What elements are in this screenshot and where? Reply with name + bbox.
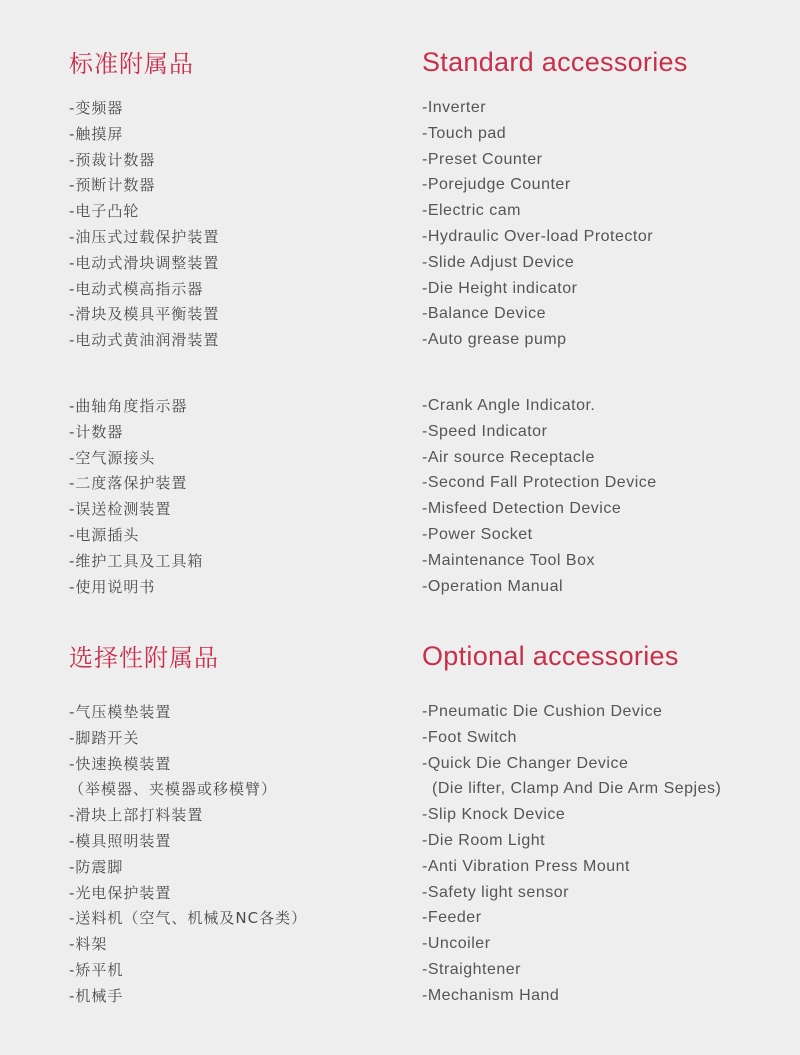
list-item: -快速换模装置 bbox=[69, 754, 172, 773]
list-item: -使用说明书 bbox=[69, 577, 156, 596]
list-item: -Slide Adjust Device bbox=[422, 253, 575, 271]
list-item: -Die Height indicator bbox=[422, 279, 578, 297]
list-item: （举模器、夹模器或移模臂） bbox=[69, 780, 278, 799]
list-item: -Anti Vibration Press Mount bbox=[422, 857, 630, 875]
optional-accessories-title-en: Optional accessories bbox=[422, 641, 679, 671]
list-item: -Hydraulic Over-load Protector bbox=[422, 227, 654, 245]
standard-accessories-title-cn: 标准附属品 bbox=[69, 50, 194, 78]
list-item: -Maintenance Tool Box bbox=[422, 551, 595, 569]
list-item: -Air source Receptacle bbox=[422, 448, 595, 466]
list-item: -预断计数器 bbox=[69, 176, 156, 195]
list-item: -矫平机 bbox=[69, 960, 124, 979]
list-item: -电动式模高指示器 bbox=[69, 279, 204, 298]
list-item: -电子凸轮 bbox=[69, 202, 140, 221]
list-item: -Electric cam bbox=[422, 202, 521, 220]
list-item: -油压式过载保护装置 bbox=[69, 227, 220, 246]
list-item: -光电保护装置 bbox=[69, 883, 172, 902]
list-item: -Preset Counter bbox=[422, 150, 543, 168]
list-item: -Quick Die Changer Device bbox=[422, 754, 629, 772]
list-item: -Uncoiler bbox=[422, 935, 491, 953]
list-item: -空气源接头 bbox=[69, 448, 156, 467]
list-item: -Die Room Light bbox=[422, 831, 546, 849]
list-item: -滑块上部打料装置 bbox=[69, 806, 204, 825]
list-item: -计数器 bbox=[69, 422, 124, 441]
list-item: -曲轴角度指示器 bbox=[69, 397, 188, 415]
list-item: -电动式滑块调整装置 bbox=[69, 253, 220, 272]
optional-accessories-list-en bbox=[422, 699, 721, 1009]
list-item: -送料机（空气、机械及NC各类） bbox=[69, 909, 308, 928]
list-item: -Balance Device bbox=[422, 305, 546, 323]
optional-accessories-title-cn: 选择性附属品 bbox=[69, 644, 219, 672]
list-item: -Speed Indicator bbox=[422, 422, 548, 440]
standard-accessories-list2-cn bbox=[69, 394, 203, 600]
standard-accessories-title-en: Standard accessories bbox=[422, 47, 688, 77]
list-item: -Straightener bbox=[422, 960, 521, 978]
list-item: -电动式黄油润滑装置 bbox=[69, 331, 220, 350]
list-item: -Foot Switch bbox=[422, 728, 517, 746]
list-item: -Misfeed Detection Device bbox=[422, 500, 622, 518]
list-item: -Feeder bbox=[422, 909, 482, 927]
list-item: -电源插头 bbox=[69, 525, 140, 544]
list-item: -Mechanism Hand bbox=[422, 986, 560, 1004]
list-item: -变频器 bbox=[69, 99, 124, 117]
list-item: -气压模垫装置 bbox=[69, 703, 172, 721]
list-item: -Inverter bbox=[422, 99, 487, 116]
standard-accessories-list-cn bbox=[69, 96, 219, 354]
list-item: -Safety light sensor bbox=[422, 883, 569, 901]
list-item: -Slip Knock Device bbox=[422, 806, 566, 824]
list-item: -Power Socket bbox=[422, 525, 533, 543]
list-item: -防震脚 bbox=[69, 857, 124, 876]
list-item: -滑块及模具平衡装置 bbox=[69, 305, 220, 324]
list-item: -机械手 bbox=[69, 986, 124, 1005]
list-item: -Second Fall Protection Device bbox=[422, 474, 657, 492]
list-item: -Operation Manual bbox=[422, 577, 564, 595]
list-item: -误送检测装置 bbox=[69, 500, 172, 519]
list-item: -脚踏开关 bbox=[69, 728, 140, 747]
list-item: -Porejudge Counter bbox=[422, 176, 571, 194]
list-item: -Pneumatic Die Cushion Device bbox=[422, 703, 663, 720]
list-item: -维护工具及工具箱 bbox=[69, 551, 204, 570]
list-item: -触摸屏 bbox=[69, 124, 124, 143]
standard-accessories-list-en bbox=[422, 95, 653, 353]
list-item: -模具照明装置 bbox=[69, 831, 172, 850]
standard-accessories-list2-en bbox=[422, 393, 657, 599]
optional-accessories-list-cn bbox=[69, 700, 307, 1010]
list-item: (Die lifter, Clamp And Die Arm Sepjes) bbox=[432, 780, 722, 798]
list-item: -预裁计数器 bbox=[69, 150, 156, 169]
list-item: -Touch pad bbox=[422, 124, 507, 142]
list-item: -Crank Angle Indicator. bbox=[422, 397, 596, 414]
list-item: -二度落保护装置 bbox=[69, 474, 188, 493]
list-item: -料架 bbox=[69, 935, 108, 954]
list-item: -Auto grease pump bbox=[422, 331, 567, 349]
